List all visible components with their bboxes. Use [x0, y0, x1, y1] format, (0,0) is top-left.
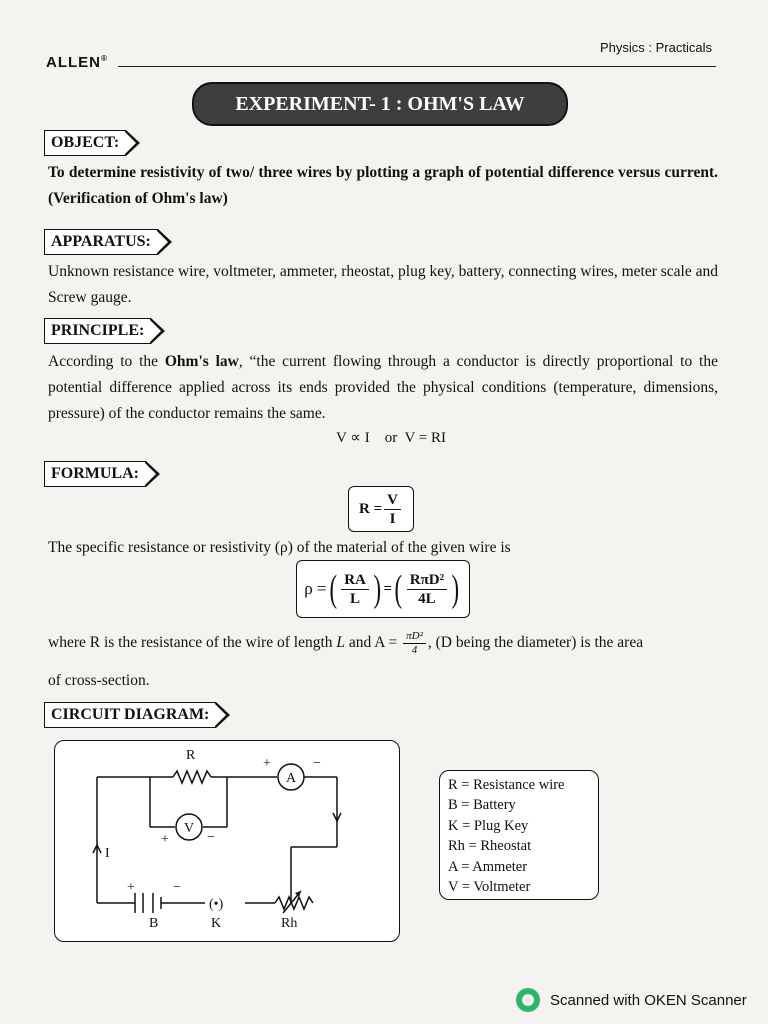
- area-definition: where R is the resistance of the wire of length L and A = $\frac{\text{πD²}}{4}$ , (D being the diameter) is the area: [48, 630, 644, 656]
- plug-key-icon: (•): [209, 897, 224, 912]
- header-subject: Physics : Practicals: [600, 40, 712, 55]
- legend-item: V = Voltmeter: [448, 879, 531, 896]
- principle-label: PRINCIPLE:: [44, 318, 151, 344]
- apparatus-text: Unknown resistance wire, voltmeter, ammeter, rheostat, plug key, battery, connecting wires, meter scale and Screw gauge.: [48, 263, 718, 306]
- circuit-label: CIRCUIT DIAGRAM:: [44, 702, 216, 728]
- voltmeter-minus: −: [207, 830, 215, 845]
- arrow-icon: [216, 702, 230, 728]
- area-definition-line2: of cross-section.: [48, 672, 150, 689]
- label-i: I: [105, 846, 110, 861]
- legend-item: Rh = Rheostat: [448, 838, 532, 855]
- arrow-icon: [158, 229, 172, 255]
- battery-plus: +: [127, 880, 135, 895]
- label-rh: Rh: [281, 916, 298, 931]
- label-a: A: [286, 771, 297, 786]
- scanner-watermark: [516, 988, 747, 1012]
- brand-logo: ALLEN®: [46, 54, 108, 71]
- resistor-r: [173, 771, 211, 783]
- arrow-icon: [151, 318, 165, 344]
- formula-label: FORMULA:: [44, 461, 146, 487]
- label-b: B: [149, 916, 159, 931]
- ammeter-minus: −: [313, 756, 321, 771]
- legend-item: K = Plug Key: [448, 817, 529, 834]
- label-r: R: [186, 748, 196, 763]
- scanner-text: Scanned with OKEN Scanner: [550, 991, 747, 1009]
- resistance-formula: R = $\frac{V}{I}$: [348, 486, 414, 532]
- voltmeter-plus: +: [161, 832, 169, 847]
- label-v: V: [184, 821, 195, 836]
- principle-text: According to the Ohm's law, “the current flowing through a conductor is directly proportional to the potential difference applied across its ends provided the physical conditions (temperature, dimensions, pressure) of the conductor remains the same.: [48, 353, 718, 422]
- ammeter-plus: +: [263, 756, 271, 771]
- ohms-law-equation: V ∝ I or V = RI: [336, 430, 447, 446]
- oken-logo-icon: [516, 988, 540, 1012]
- header-rule: [118, 66, 716, 67]
- object-heading: [44, 130, 140, 156]
- legend-item: A = Ammeter: [448, 858, 528, 875]
- object-label: OBJECT:: [44, 130, 126, 156]
- circuit-diagram: [54, 740, 400, 942]
- battery-minus: −: [173, 880, 181, 895]
- resistivity-intro: The specific resistance or resistivity (ρ) of the material of the given wire is: [48, 539, 511, 556]
- resistivity-formula: ρ = ( $\frac{RA}{L}$ ) = ( $\frac{\text{RπD²}}{4L}$ ): [296, 560, 470, 618]
- formula-heading: [44, 461, 160, 487]
- circuit-legend: [439, 770, 599, 900]
- arrow-icon: [126, 130, 140, 156]
- label-k: K: [211, 916, 222, 931]
- circuit-heading: [44, 702, 230, 728]
- circuit-svg: [55, 741, 399, 941]
- principle-heading: [44, 318, 165, 344]
- arrow-icon: [146, 461, 160, 487]
- apparatus-label: APPARATUS:: [44, 229, 158, 255]
- object-text: To determine resistivity of two/ three wires by plotting a graph of potential difference versus current. (Verification of Ohm's law): [48, 164, 718, 207]
- experiment-title: EXPERIMENT- 1 : OHM'S LAW: [192, 82, 568, 126]
- apparatus-heading: [44, 229, 172, 255]
- legend-item: B = Battery: [448, 797, 516, 814]
- legend-item: R = Resistance wire: [448, 777, 565, 793]
